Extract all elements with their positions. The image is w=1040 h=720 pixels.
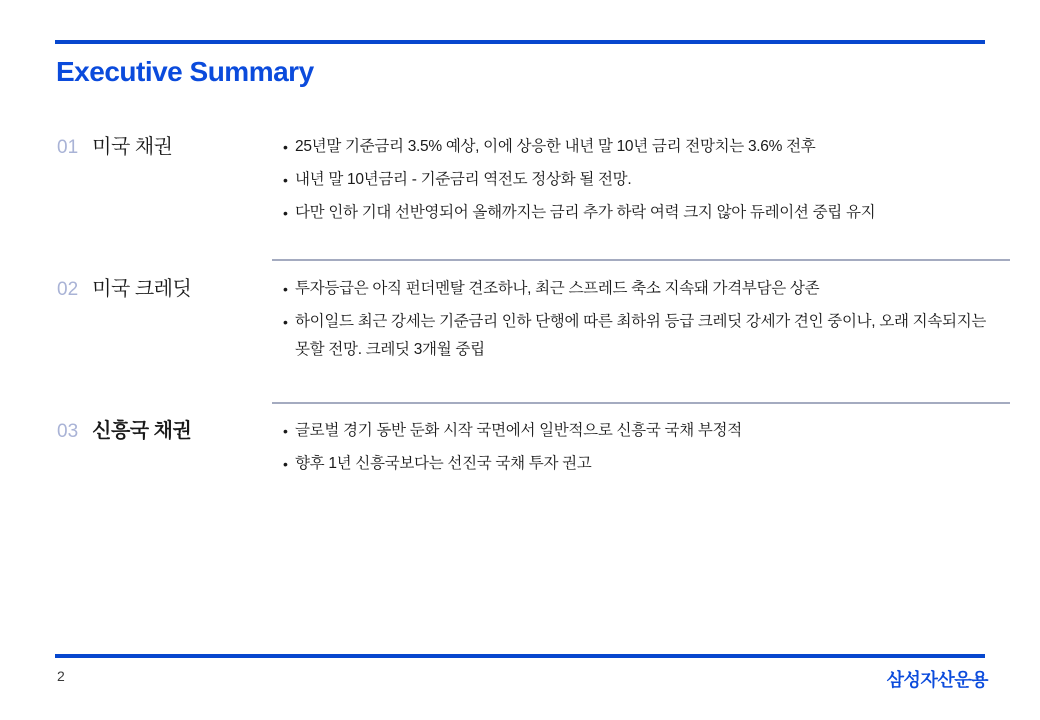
bullet-icon: • xyxy=(283,139,288,155)
section-em-bonds xyxy=(0,417,1040,478)
section-title: 미국 크레딧 xyxy=(92,278,192,300)
section-title: 신흥국 채권 xyxy=(92,420,192,442)
section-number: 01 xyxy=(57,137,79,158)
bullet-item xyxy=(283,308,992,364)
bullet-icon: • xyxy=(283,172,288,188)
bullet-list xyxy=(283,417,992,478)
bullet-icon: • xyxy=(283,281,288,297)
bullet-icon: • xyxy=(283,205,288,221)
bullet-item xyxy=(283,450,992,478)
bullet-icon: • xyxy=(283,456,288,472)
section-header xyxy=(57,133,283,162)
section-us-credit xyxy=(0,275,1040,364)
bullet-icon: • xyxy=(283,314,288,330)
bullet-item xyxy=(283,275,992,303)
section-header xyxy=(57,417,283,446)
section-header xyxy=(57,275,283,304)
footer-rule xyxy=(55,654,985,658)
page-title: Executive Summary xyxy=(56,56,314,87)
bullet-text: 하이일드 최근 강세는 기준금리 인하 단행에 따른 최하위 등급 크레딧 강세가 견인 중이나, 오래 지속되지는 못할 전망. 크레딧 3개월 중립 xyxy=(295,313,987,358)
bullet-item xyxy=(283,166,992,194)
bullet-text: 향후 1년 신흥국보다는 선진국 국채 투자 권고 xyxy=(295,455,592,472)
section-title: 미국 채권 xyxy=(92,136,173,158)
company-logo: 삼성자산운용 xyxy=(886,670,988,690)
section-us-bonds xyxy=(0,133,1040,227)
bullet-text: 25년말 기준금리 3.5% 예상, 이에 상응한 내년 말 10년 금리 전망치는 3.6% 전후 xyxy=(295,138,816,155)
bullet-list xyxy=(283,275,992,364)
section-divider xyxy=(272,402,1010,404)
bullet-item xyxy=(283,199,992,227)
bullet-item xyxy=(283,133,992,161)
bullet-list xyxy=(283,133,992,227)
section-number: 02 xyxy=(57,279,79,300)
bullet-text: 다만 인하 기대 선반영되어 올해까지는 금리 추가 하락 여력 크지 않아 듀레이션 중립 유지 xyxy=(295,204,876,221)
section-divider xyxy=(272,259,1010,261)
page-number: 2 xyxy=(57,668,65,684)
bullet-text: 글로벌 경기 동반 둔화 시작 국면에서 일반적으로 신흥국 국채 부정적 xyxy=(295,422,742,439)
bullet-text: 내년 말 10년금리 - 기준금리 역전도 정상화 될 전망. xyxy=(295,171,632,188)
bullet-item xyxy=(283,417,992,445)
top-rule xyxy=(55,40,985,44)
section-number: 03 xyxy=(57,421,79,442)
bullet-text: 투자등급은 아직 펀더멘탈 견조하나, 최근 스프레드 축소 지속돼 가격부담은 상존 xyxy=(295,280,820,297)
bullet-icon: • xyxy=(283,423,288,439)
